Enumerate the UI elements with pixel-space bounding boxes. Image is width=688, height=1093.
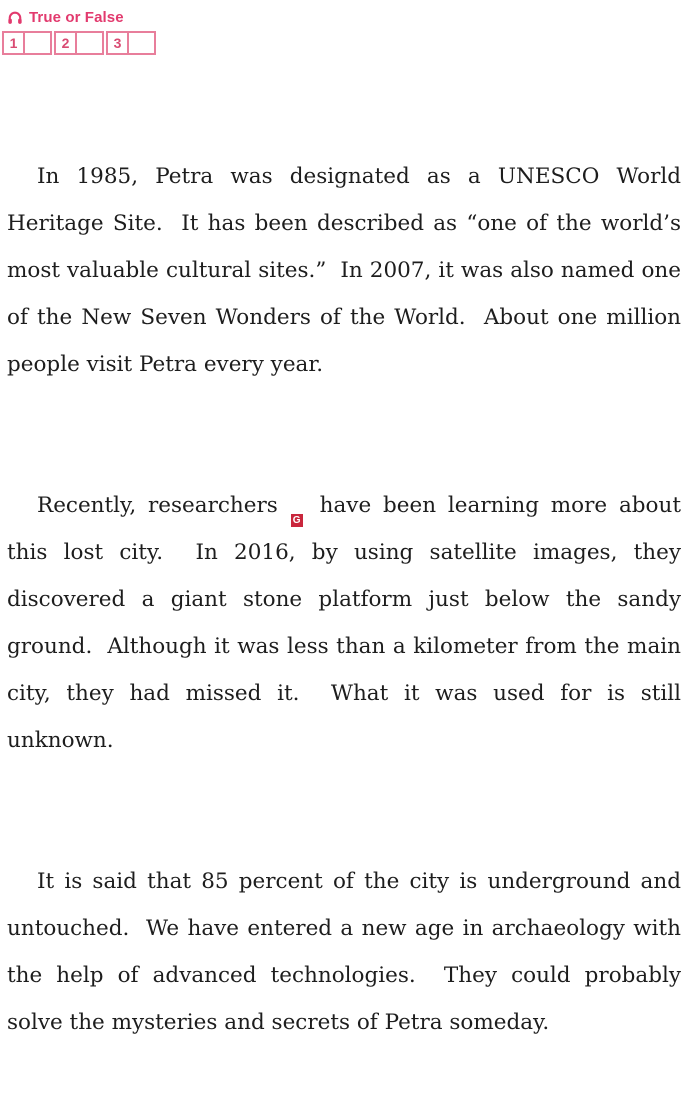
answer-cell-3[interactable] xyxy=(129,33,154,53)
answer-box-pair-3 xyxy=(106,31,156,55)
answer-box-pair-2 xyxy=(54,31,104,55)
answer-box-pair-1 xyxy=(2,31,52,55)
paragraph-text: Recently, researchers xyxy=(37,493,290,518)
paragraph-text: It is said that 85 percent of the city is underground and untouched. We have entered a new age in archaeology with the help of advanced technologies. They could probably solve the mysteries and secrets of Petra someday. xyxy=(7,869,688,1035)
headphones-icon xyxy=(6,9,24,26)
paragraph-text: In 1985, Petra was designated as a UNESCO World Heritage Site. It has been described as “one of the world’s most valuable cultural sites.” In 2007, it was also named one of the New Seven Wonders of the World. About one million people visit Petra every year. xyxy=(7,164,688,377)
passage-paragraph-2 xyxy=(7,482,688,764)
marked-word-text: have xyxy=(319,493,372,518)
question-number-2: 2 xyxy=(56,33,77,53)
passage-paragraph-1 xyxy=(7,153,688,388)
answer-cell-1[interactable] xyxy=(25,33,50,53)
grammar-badge: G xyxy=(291,514,303,527)
paragraph-text: been learning more about this lost city. In 2016, by using satellite images, they discovered a giant stone platform just below the sandy ground. Although it was less than a kilometer from the main city, they had missed it. What it was used for is still unknown. xyxy=(7,493,688,753)
answer-boxes-row xyxy=(2,31,688,55)
section-header xyxy=(6,7,688,27)
question-number-3: 3 xyxy=(108,33,129,53)
answer-cell-2[interactable] xyxy=(77,33,102,53)
reading-passage xyxy=(7,59,688,1093)
grammar-marked-word xyxy=(290,482,372,529)
passage-paragraph-3 xyxy=(7,858,688,1046)
question-number-1: 1 xyxy=(4,33,25,53)
section-title: True or False xyxy=(29,8,124,26)
